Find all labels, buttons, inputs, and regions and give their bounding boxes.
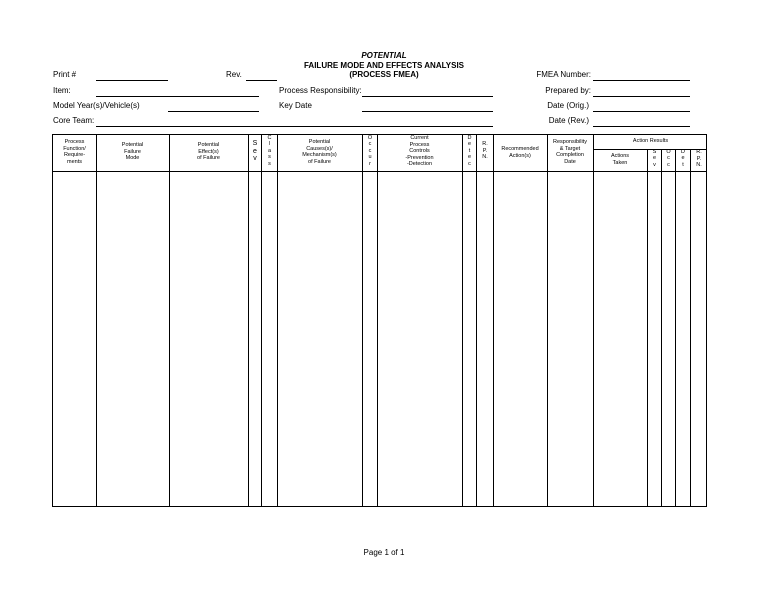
col-causes: Potential Causes(s)/ Mechanism(s) of Failure xyxy=(302,139,337,165)
print-field[interactable] xyxy=(96,80,168,81)
col-controls: Current Process Controls -Prevention -Detection xyxy=(405,135,434,168)
form-title: FAILURE MODE AND EFFECTS ANALYSIS xyxy=(303,61,464,70)
model-year-label: Model Year(s)/Vehicle(s) xyxy=(53,101,140,110)
model-year-field[interactable] xyxy=(168,111,259,112)
col-responsibility: Responsibility & Target Completion Date xyxy=(553,139,587,165)
process-responsibility-field[interactable] xyxy=(362,96,493,97)
form-subtitle: (PROCESS FMEA) xyxy=(349,70,419,79)
fmea-number-field[interactable] xyxy=(593,80,690,81)
core-team-label: Core Team: xyxy=(53,116,95,125)
col-failure-mode: Potential Failure Mode xyxy=(121,142,144,162)
col-ar-occ: O c c xyxy=(666,149,671,168)
item-label: Item: xyxy=(53,86,71,95)
col-class: C l a s s xyxy=(267,135,272,167)
key-date-label: Key Date xyxy=(279,101,312,110)
col-ar-rpn: R. P. N. xyxy=(696,149,702,169)
col-process-function: Process Function/ Require- ments xyxy=(63,139,86,165)
fmea-table[interactable] xyxy=(52,134,707,507)
col-sev: S e v xyxy=(252,140,258,163)
col-detec: D e t e c xyxy=(467,135,472,167)
rev-label: Rev. xyxy=(226,70,242,79)
key-date-field[interactable] xyxy=(362,111,493,112)
date-rev-field[interactable] xyxy=(593,126,690,127)
col-recommended-actions: Recommended Action(s) xyxy=(501,146,539,159)
prepared-by-field[interactable] xyxy=(593,96,690,97)
date-orig-field[interactable] xyxy=(593,111,690,112)
date-orig-label: Date (Orig.) xyxy=(547,101,589,110)
col-ar-det: D e t xyxy=(681,149,685,168)
page-number: Page 1 of 1 xyxy=(363,548,405,557)
col-failure-effects: Potential Effect(s) of Failure xyxy=(197,142,220,162)
col-action-results: Action Results xyxy=(632,138,669,144)
rev-field[interactable] xyxy=(246,80,277,81)
form-title-potential: POTENTIAL xyxy=(361,51,407,60)
col-ar-sev: S e v xyxy=(652,149,657,168)
process-responsibility-label: Process Responsibility: xyxy=(279,86,362,95)
item-field[interactable] xyxy=(96,96,259,97)
core-team-field[interactable] xyxy=(96,126,493,127)
prepared-by-label: Prepared by: xyxy=(545,86,591,95)
print-label: Print # xyxy=(53,70,77,79)
col-actions-taken: Actions Taken xyxy=(610,153,630,166)
col-rpn: R. P. N. xyxy=(482,141,488,161)
date-rev-label: Date (Rev.) xyxy=(548,116,589,125)
col-occur: O c c u r xyxy=(367,135,373,167)
fmea-number-label: FMEA Number: xyxy=(536,70,591,79)
